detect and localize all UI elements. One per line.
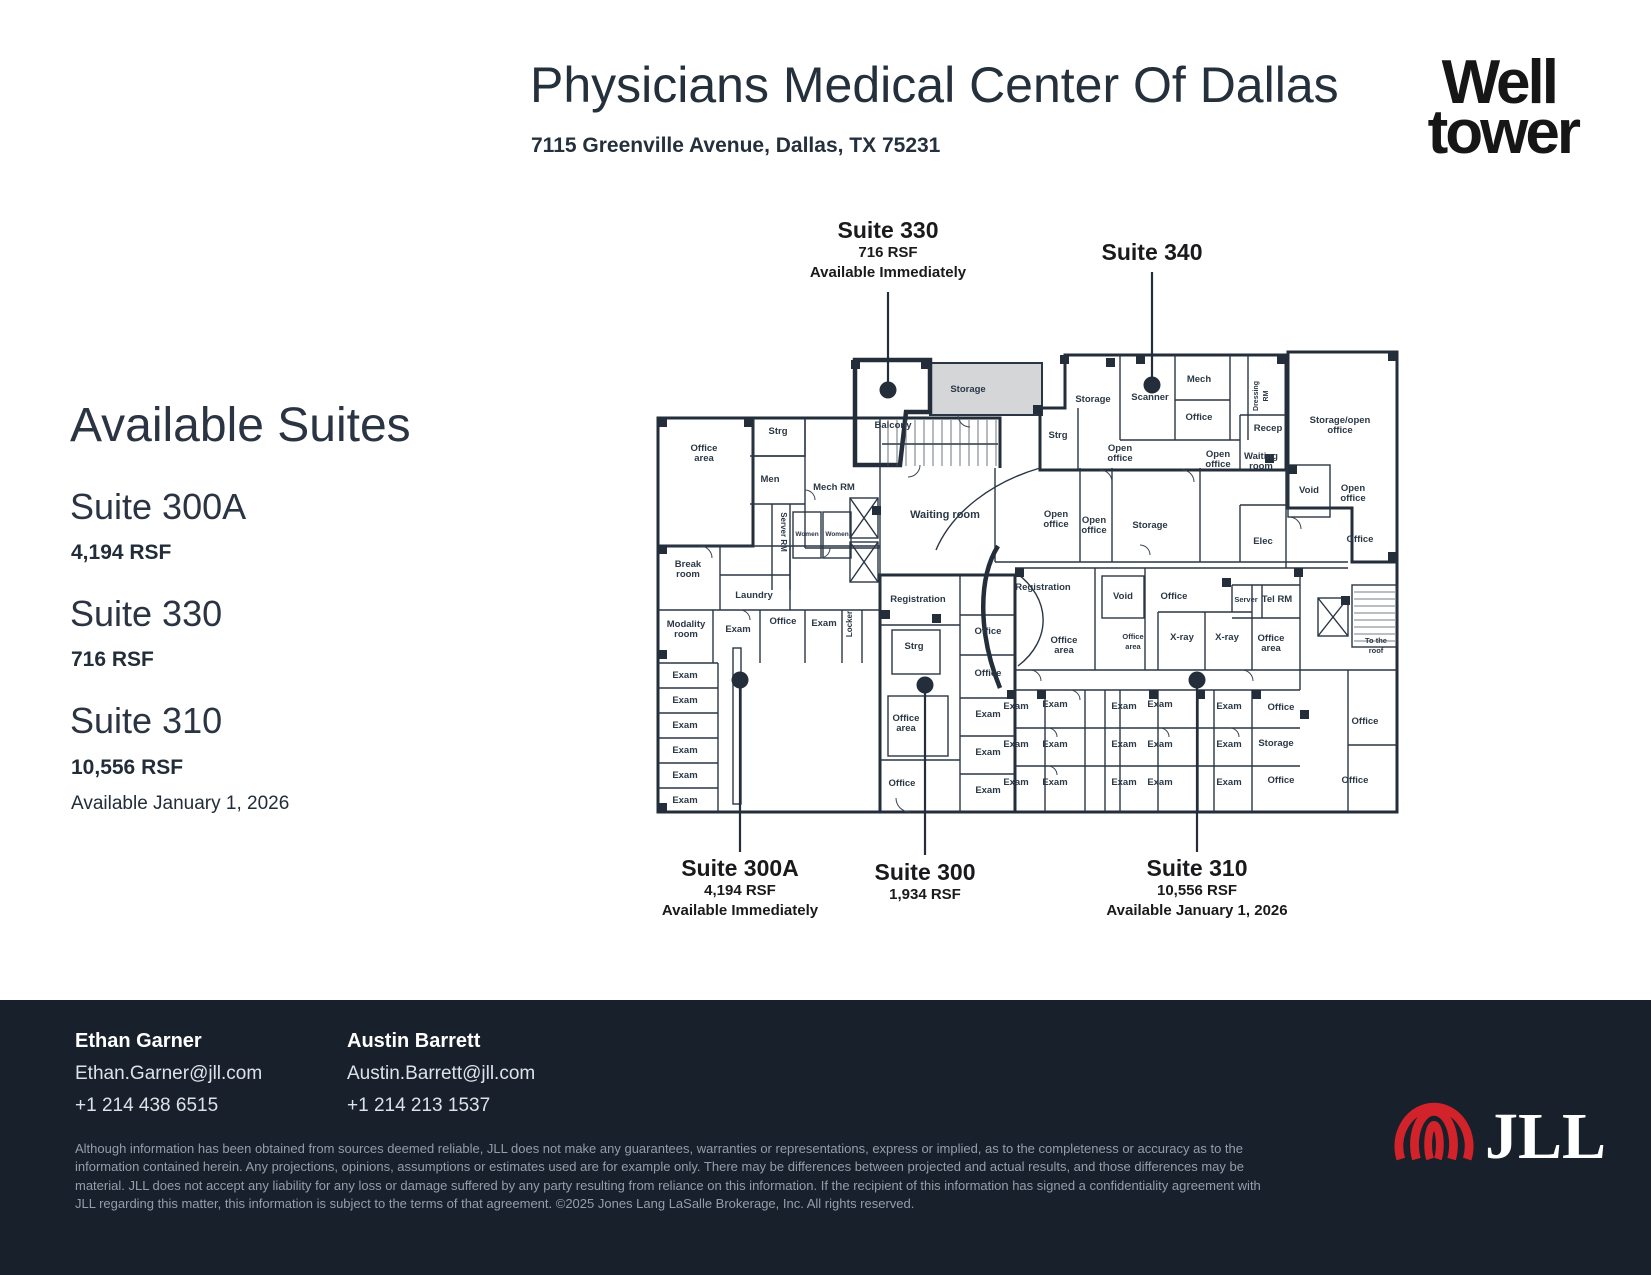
jll-logo-mark <box>1393 1074 1475 1164</box>
callout-suite-330 <box>810 218 966 282</box>
callout-suite-330-availability: Available Immediately <box>809 263 967 281</box>
room-label: Strg <box>1048 430 1068 441</box>
floorplan-rooms-layer <box>667 374 1387 806</box>
callout-suite-300A <box>662 856 818 920</box>
room-label: Exam <box>1003 739 1029 750</box>
room-label: Exam <box>1003 701 1029 712</box>
suite-310-name: Suite 310 <box>70 700 223 741</box>
suite-330-name: Suite 330 <box>70 593 223 634</box>
room-label: Exam <box>1003 777 1029 788</box>
callout-suite-310-size: 10,556 RSF <box>1156 882 1238 900</box>
welltower-logo-line1: Well <box>1441 48 1556 117</box>
room-label: Office <box>888 778 916 789</box>
room-label: Open office <box>1081 515 1107 536</box>
room-label: Server <box>1234 595 1258 604</box>
contact-name: Ethan Garner <box>75 1030 202 1052</box>
contact-name: Austin Barrett <box>347 1030 481 1052</box>
callout-suite-300-size: 1,934 RSF <box>889 886 961 904</box>
suite-300A-area <box>658 418 753 546</box>
suite-300-area <box>880 575 1015 812</box>
room-label: Elec <box>1253 536 1273 547</box>
room-label: Exam <box>672 745 698 756</box>
callout-suite-330-name: Suite 330 <box>837 217 939 243</box>
callout-suite-310-availability: Available January 1, 2026 <box>1106 901 1288 919</box>
room-label: Open office <box>1107 443 1133 464</box>
room-label: Tel RM <box>1261 594 1293 605</box>
room-label: Exam <box>1147 699 1173 710</box>
room-label: Office area <box>1122 632 1144 651</box>
room-label: Office <box>1351 716 1379 727</box>
contact-phone[interactable]: +1 214 438 6515 <box>75 1095 219 1116</box>
room-label: Void <box>1113 591 1133 602</box>
room-label: Office <box>974 626 1002 637</box>
suite-300A-size: 4,194 RSF <box>71 541 172 564</box>
room-label: Exam <box>975 709 1001 720</box>
room-label: Storage <box>1075 394 1111 405</box>
room-label: Exam <box>1216 701 1242 712</box>
callout-suite-340-name: Suite 340 <box>1101 239 1203 265</box>
room-label: Exam <box>1042 699 1068 710</box>
room-label: Storage/open office <box>1309 415 1371 436</box>
room-label: Dressing RM <box>1253 381 1270 411</box>
room-label: Break room <box>674 559 702 580</box>
contact-email[interactable]: Austin.Barrett@jll.com <box>347 1063 536 1084</box>
room-label: Exam <box>811 618 837 629</box>
contact-austin-barrett <box>347 1030 535 1117</box>
room-label: Open office <box>1043 509 1069 530</box>
room-label: Exam <box>1147 777 1173 788</box>
room-label: Mech RM <box>813 482 855 493</box>
room-label: X-ray <box>1170 632 1194 643</box>
room-label: Exam <box>975 785 1001 796</box>
room-label: Office <box>1185 412 1213 423</box>
jll-logo <box>1393 1074 1607 1173</box>
room-label: Open office <box>1340 483 1366 504</box>
room-label: Exam <box>1216 777 1242 788</box>
room-label: Waiting room <box>1244 451 1278 472</box>
contact-phone[interactable]: +1 214 213 1537 <box>347 1095 491 1116</box>
room-label: Exam <box>1216 739 1242 750</box>
room-label: Office <box>1267 775 1295 786</box>
room-label: Storage <box>1258 738 1294 749</box>
callout-suite-310 <box>1106 856 1287 920</box>
room-label: Office area <box>690 443 718 464</box>
room-label: Server RM <box>779 512 788 552</box>
callout-suite-300A-name: Suite 300A <box>681 855 799 881</box>
room-label: Strg <box>904 641 924 652</box>
room-label: Office <box>769 616 797 627</box>
room-label: Strg <box>768 426 788 437</box>
room-label: Storage <box>1132 520 1168 531</box>
suite-330-size: 716 RSF <box>71 648 154 671</box>
available-suites-heading: Available Suites <box>70 399 411 452</box>
room-label: Exam <box>672 720 698 731</box>
room-label: Office <box>1160 591 1188 602</box>
callout-suite-300-name: Suite 300 <box>874 859 976 885</box>
room-label: Open office <box>1205 449 1231 470</box>
room-label: Office <box>1341 775 1369 786</box>
room-label: Void <box>1299 485 1319 496</box>
callout-suite-300A-size: 4,194 RSF <box>704 882 776 900</box>
property-address: 7115 Greenville Avenue, Dallas, TX 75231 <box>531 134 941 157</box>
welltower-logo <box>1386 48 1578 167</box>
callout-suite-310-name: Suite 310 <box>1146 855 1248 881</box>
suite-300A-name: Suite 300A <box>70 486 247 527</box>
room-label: Office area <box>892 713 920 734</box>
room-label: Exam <box>1111 777 1137 788</box>
room-label: Office <box>974 668 1002 679</box>
callout-suite-300A-availability: Available Immediately <box>661 901 819 919</box>
room-label: Exam <box>672 695 698 706</box>
room-label: Office area <box>1050 635 1078 656</box>
room-label: Exam <box>1147 739 1173 750</box>
callout-suite-300 <box>875 860 976 905</box>
room-label: X-ray <box>1215 632 1239 643</box>
room-label: To the roof <box>1365 636 1387 655</box>
contact-ethan-garner <box>75 1030 262 1117</box>
room-label: Exam <box>1111 701 1137 712</box>
room-label: Registration <box>1015 582 1071 593</box>
floor-plan <box>600 200 1420 940</box>
room-label: Exam <box>1042 739 1068 750</box>
room-label: Office <box>1267 702 1295 713</box>
room-label: Scanner <box>1131 392 1169 403</box>
room-label: Men <box>760 474 780 485</box>
page-title: Physicians Medical Center Of Dallas <box>530 57 1339 113</box>
room-label: Office area <box>1257 633 1285 654</box>
room-label: Women <box>825 531 849 538</box>
room-label: Laundry <box>735 590 773 601</box>
legal-disclaimer: Although information has been obtained from sources deemed reliable, JLL does not make any guarantees, warranties or representations, express or implied, as to the completeness or accuracy as to the information contained herein. Any projections, opinions, assumptions or estimates used are for example only. There may be differences between projected and actual results, and those differences may be material. JLL does not accept any liability for any loss or damage suffered by any party resulting from reliance on this information. If the recipient of this information has signed a confidentiality agreement with JLL regarding this matter, this information is subject to the terms of that agreement. ©2025 Jones Lang LaSalle Brokerage, Inc. All rights reserved. <box>75 1141 1261 1212</box>
room-label: Exam <box>975 747 1001 758</box>
room-label: Recep <box>1253 423 1283 434</box>
jll-logo-text: JLL <box>1485 1099 1607 1173</box>
room-label: Exam <box>725 624 751 635</box>
suite-310-size: 10,556 RSF <box>71 756 184 779</box>
contact-email[interactable]: Ethan.Garner@jll.com <box>75 1063 263 1084</box>
room-label: Storage <box>950 384 986 395</box>
room-label: Modality room <box>666 619 706 640</box>
room-label: Mech <box>1186 374 1212 385</box>
room-label: Registration <box>890 594 946 605</box>
callout-suite-330-size: 716 RSF <box>858 244 918 262</box>
room-label: Balcony <box>874 420 912 431</box>
room-label: Locker <box>845 610 854 638</box>
callout-markers <box>732 272 1206 855</box>
suite-330-area <box>855 360 930 465</box>
room-label: Women <box>795 531 819 538</box>
callout-suite-340 <box>1102 240 1203 265</box>
room-label: Waiting room <box>910 509 980 521</box>
room-label: Office <box>1346 534 1374 545</box>
room-label: Exam <box>1042 777 1068 788</box>
suite-310-availability: Available January 1, 2026 <box>71 793 290 814</box>
room-label: Exam <box>672 670 698 681</box>
welltower-logo-line2: tower <box>1427 97 1578 167</box>
room-label: Exam <box>672 770 698 781</box>
room-label: Exam <box>672 795 698 806</box>
room-label: Exam <box>1111 739 1137 750</box>
